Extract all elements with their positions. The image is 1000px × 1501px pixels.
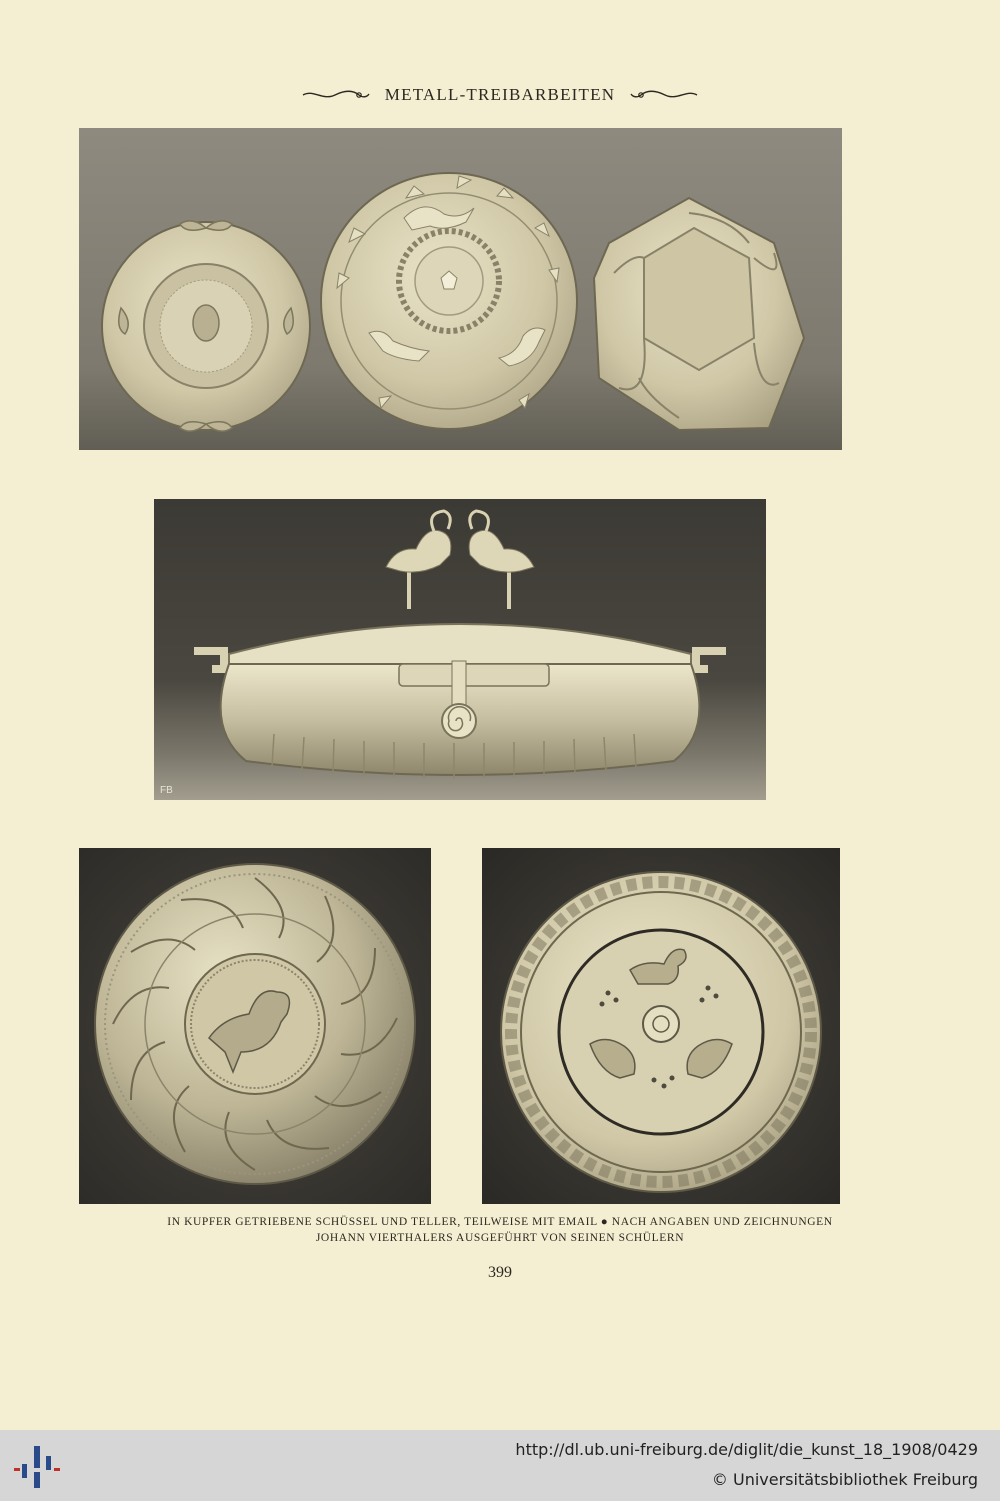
- ibex-plate-photo: [482, 848, 840, 1204]
- page-header: [0, 84, 1000, 108]
- covered-tureen-photo: [154, 499, 766, 800]
- three-plates-photo: [79, 128, 842, 450]
- plate-with-scarab: [102, 221, 310, 431]
- page-number: 399: [488, 1264, 512, 1281]
- source-url-link[interactable]: http://dl.ub.uni-freiburg.de/diglit/die_kunst_18_1908/0429: [515, 1440, 978, 1459]
- right-ornament-icon: [629, 88, 699, 102]
- plate-with-animals: [321, 173, 577, 429]
- copyright-text: © Universitätsbibliothek Freiburg: [711, 1470, 978, 1489]
- university-library-logo-icon: [12, 1442, 62, 1492]
- swirl-plate-photo: [79, 848, 431, 1204]
- left-ornament-icon: [301, 88, 371, 102]
- monogram-fb: FB: [160, 785, 173, 796]
- footer-bar: [0, 1430, 1000, 1501]
- page-title: METALL-TREIBARBEITEN: [384, 85, 616, 105]
- caption-line-2: JOHANN VIERTHALERS AUSGEFÜHRT VON SEINEN SCHÜLERN: [315, 1232, 685, 1244]
- caption-line-1: IN KUPFER GETRIEBENE SCHÜSSEL UND TELLER, TEILWEISE MIT EMAIL ● NACH ANGABEN UND ZEICHNUNGEN: [167, 1216, 833, 1228]
- plate-caption: [60, 1214, 940, 1246]
